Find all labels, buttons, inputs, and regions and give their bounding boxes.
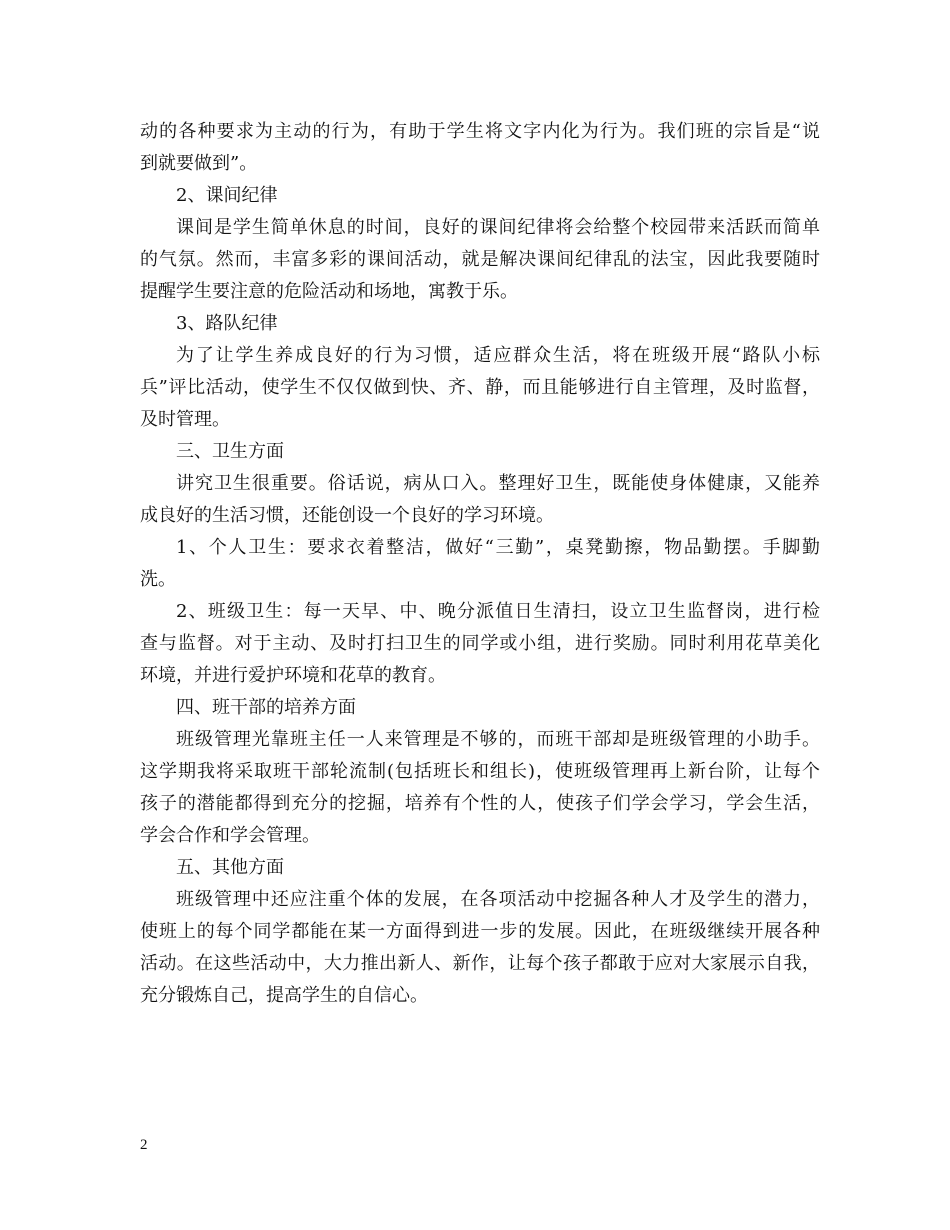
text-line: 五、其他方面 [176, 857, 284, 878]
text-line: 讲究卫生很重要。俗话说，病从口入。整理好卫生，既能使身体健康，又能养 [176, 473, 820, 494]
text-line: 四、班干部的培养方面 [176, 697, 356, 718]
text-line: 孩子的潜能都得到充分的挖掘，培养有个性的人，使孩子们学会学习，学会生活， [140, 793, 820, 814]
text-line: 及时管理。 [140, 409, 230, 430]
text-line: 兵”评比活动，使学生不仅仅做到快、齐、静，而且能够进行自主管理，及时监督， [140, 377, 820, 398]
text-line: 2、班级卫生：每一天早、中、晚分派值日生清扫，设立卫生监督岗，进行检 [176, 601, 820, 622]
text-line: 动的各种要求为主动的行为，有助于学生将文字内化为行为。我们班的宗旨是“说 [140, 121, 820, 142]
text-line: 2、课间纪律 [176, 185, 278, 206]
text-line: 提醒学生要注意的危险活动和场地，寓教于乐。 [140, 281, 518, 302]
text-line: 三、卫生方面 [176, 441, 284, 462]
text-line: 成良好的生活习惯，还能创设一个良好的学习环境。 [140, 505, 554, 526]
text-line: 班级管理光靠班主任一人来管理是不够的，而班干部却是班级管理的小助手。 [176, 729, 820, 750]
document-page [140, 116, 820, 1012]
text-line: 活动。在这些活动中，大力推出新人、新作，让每个孩子都敢于应对大家展示自我， [140, 953, 820, 974]
text-line: 洗。 [140, 569, 176, 590]
text-line: 1、个人卫生：要求衣着整洁，做好“三勤”，桌凳勤擦，物品勤摆。手脚勤 [176, 537, 820, 558]
text-line: 到就要做到”。 [140, 153, 258, 174]
text-line: 环境，并进行爱护环境和花草的教育。 [140, 665, 446, 686]
text-line: 使班上的每个同学都能在某一方面得到进一步的发展。因此，在班级继续开展各种 [140, 921, 820, 942]
text-line: 为了让学生养成良好的行为习惯，适应群众生活，将在班级开展“路队小标 [176, 345, 820, 366]
text-line: 课间是学生简单休息的时间，良好的课间纪律将会给整个校园带来活跃而简单 [176, 217, 820, 238]
text-line: 3、路队纪律 [176, 313, 278, 334]
text-line: 这学期我将采取班干部轮流制(包括班长和组长)，使班级管理再上新台阶，让每个 [140, 761, 820, 782]
page-number: 2 [140, 1137, 148, 1153]
text-line: 充分锻炼自己，提高学生的自信心。 [140, 985, 428, 1006]
text-line: 学会合作和学会管理。 [140, 825, 320, 846]
text-line: 查与监督。对于主动、及时打扫卫生的同学或小组，进行奖励。同时利用花草美化 [140, 633, 820, 654]
text-line: 班级管理中还应注重个体的发展，在各项活动中挖掘各种人才及学生的潜力， [176, 889, 820, 910]
text-line: 的气氛。然而，丰富多彩的课间活动，就是解决课间纪律乱的法宝，因此我要随时 [140, 249, 820, 270]
